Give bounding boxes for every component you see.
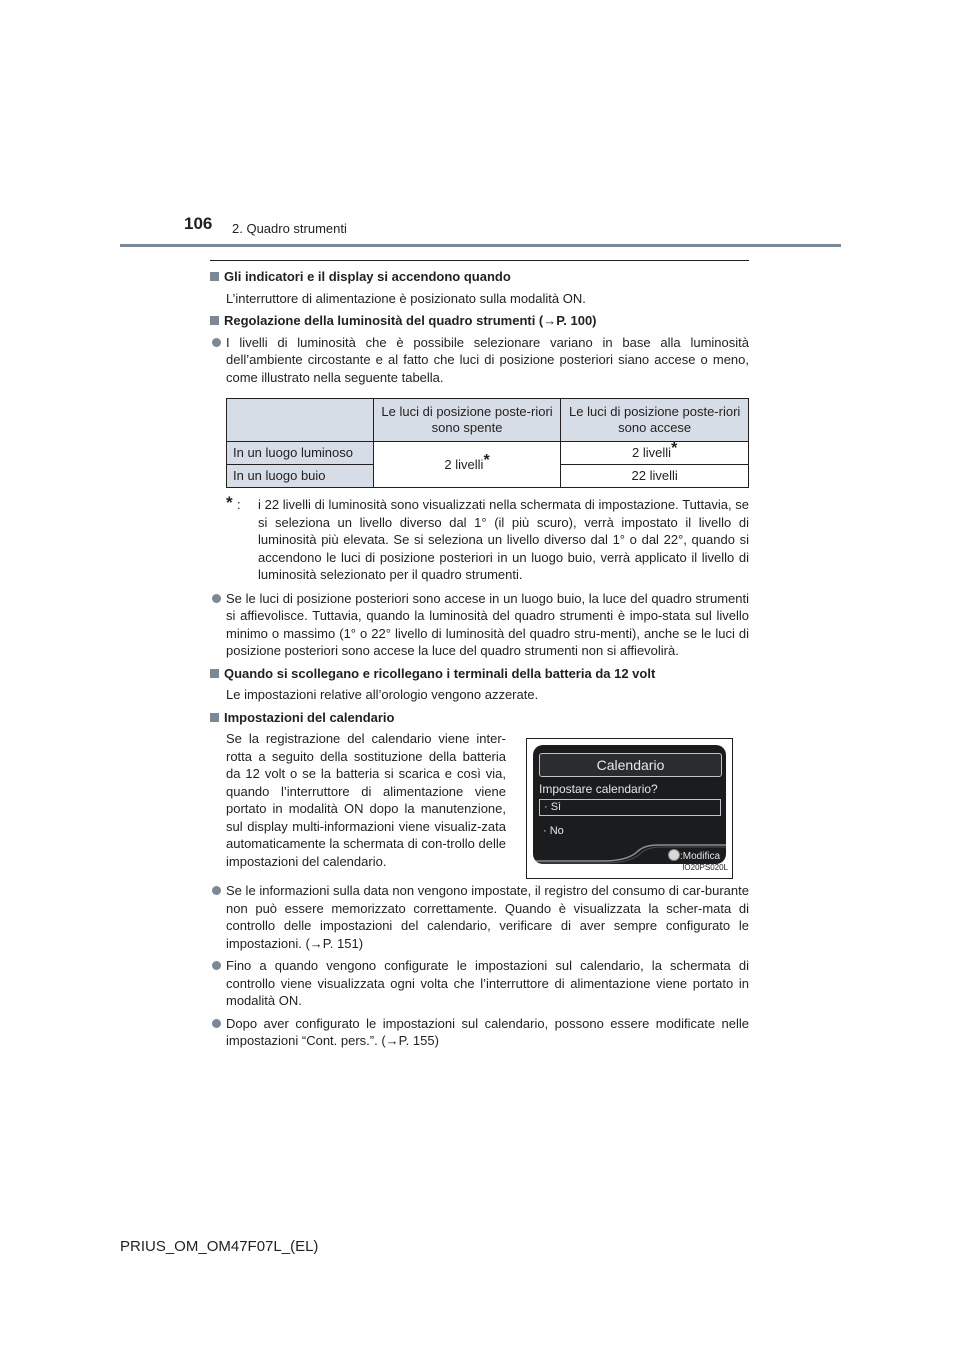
section-rule bbox=[210, 260, 749, 261]
image-code: IO20PS020L bbox=[682, 862, 728, 872]
square-bullet-icon bbox=[210, 272, 219, 281]
table-row-label-dark: In un luogo buio bbox=[227, 465, 374, 488]
page-content bbox=[210, 268, 749, 1055]
bullet-until-configured: Fino a quando vengono configurate le impostazioni sul calendario, la schermata di controllo viene visualizzata ogni volta che l’interruttore di alimentazione viene portato in modalità ON. bbox=[210, 957, 749, 1010]
header-rule bbox=[120, 244, 841, 247]
page-number: 106 bbox=[184, 214, 213, 233]
circle-bullet-icon bbox=[212, 886, 221, 895]
table-row-label-bright: In un luogo luminoso bbox=[227, 442, 374, 465]
bullet-brightness-levels: I livelli di luminosità che è possibile selezionare variano in base alla luminosità dell’ambiente circostante e al fatto che luci di posizione posteriori siano accese o meno, come illustrato nella seguente tabella. bbox=[210, 334, 749, 387]
circle-bullet-icon bbox=[212, 961, 221, 970]
circle-bullet-icon bbox=[212, 338, 221, 347]
circle-bullet-icon bbox=[212, 1019, 221, 1028]
screen-question: Impostare calendario? bbox=[539, 782, 658, 796]
table-cell-dark-on: 22 livelli bbox=[561, 465, 749, 488]
bullet-after-configured: Dopo aver configurato le impostazioni sul calendario, possono essere modificate nelle impostazioni “Cont. pers.”. (→P. 155) bbox=[210, 1015, 749, 1050]
paragraph-calendar: Se la registrazione del calendario viene inter-rotta a seguito della sostituzione della batteria da 12 volt o se la batteria si scarica e così via, quando l’interruttore di alimentazione viene portato in modalità ON dopo la manutenzione, sul display multi-informazioni viene visualiz-zata automaticamente la schermata di con-trollo delle impostazioni del calendario. bbox=[226, 731, 506, 869]
heading-indicators: Gli indicatori e il display si accendono quando bbox=[210, 268, 749, 286]
calendar-screen-figure bbox=[526, 738, 733, 879]
brightness-table bbox=[226, 398, 749, 488]
bullet-dimming: Se le luci di posizione posteriori sono accese in un luogo buio, la luce del quadro strumenti si affievolisce. Tuttavia, quando la luminosità del quadro strumenti è impo-stata sul livello minimo o massimo (1° o 22° livello di luminosità del quadro stru-menti), anche se le luci di posizione posteriori sono accese la luce del quadro strumenti non si affievolirà. bbox=[210, 590, 749, 660]
screen-edit-label: :Modifica bbox=[680, 851, 721, 862]
screen-title: Calendario bbox=[539, 753, 722, 777]
table-header-lights-off: Le luci di posizione poste-riori sono spente bbox=[373, 399, 561, 442]
footnote-mark: * bbox=[226, 493, 233, 512]
calendar-block bbox=[210, 730, 749, 878]
table-header-lights-on: Le luci di posizione poste-riori sono accese bbox=[561, 399, 749, 442]
screen-option-yes: · Sì bbox=[539, 799, 721, 816]
heading-battery: Quando si scollegano e ricollegano i terminali della batteria da 12 volt bbox=[210, 665, 749, 683]
square-bullet-icon bbox=[210, 713, 219, 722]
chapter-title: 2. Quadro strumenti bbox=[232, 221, 347, 236]
footnote-star: * bbox=[671, 440, 678, 457]
heading-brightness: Regolazione della luminosità del quadro strumenti (→P. 100) bbox=[210, 312, 749, 330]
table-cell-off: 2 livelli* bbox=[373, 442, 561, 488]
square-bullet-icon bbox=[210, 669, 219, 678]
footer-code: PRIUS_OM_OM47F07L_(EL) bbox=[120, 1238, 319, 1255]
paragraph-indicators: L’interruttore di alimentazione è posizionato sulla modalità ON. bbox=[226, 290, 586, 306]
table-cell-bright-on: 2 livelli* bbox=[561, 442, 749, 465]
paragraph-battery: Le impostazioni relative all’orologio vengono azzerate. bbox=[226, 687, 539, 702]
multi-information-display bbox=[533, 745, 726, 864]
bullet-date-info: Se le informazioni sulla data non vengono impostate, il registro del consumo di car-burante non può essere memorizzato correttamente. Quando è visualizzata la scher-mata di controllo delle impostazioni del calendario, verificare di aver sempre configurato le impostazioni. (→P. 151) bbox=[210, 882, 749, 952]
circle-bullet-icon bbox=[212, 594, 221, 603]
heading-calendar: Impostazioni del calendario bbox=[210, 709, 749, 727]
footnote: * : i 22 livelli di luminosità sono visualizzati nella schermata di impostazione. Tuttavia, se si seleziona un livello diverso dal 1° (il più scuro), verrà impostato il livello di luminosità più elevata. Se si seleziona un livello diverso dal 1° o dal 22°, quando si accendono le luci di posizione posteriori in un luogo buio, verrà applicato il livello di luminosità selezionato per il quadro strumenti. bbox=[226, 493, 749, 582]
square-bullet-icon bbox=[210, 316, 219, 325]
dial-icon bbox=[668, 849, 680, 861]
footnote-star: * bbox=[483, 451, 490, 469]
table-corner-cell bbox=[227, 399, 374, 442]
screen-option-no: · No bbox=[543, 825, 564, 837]
